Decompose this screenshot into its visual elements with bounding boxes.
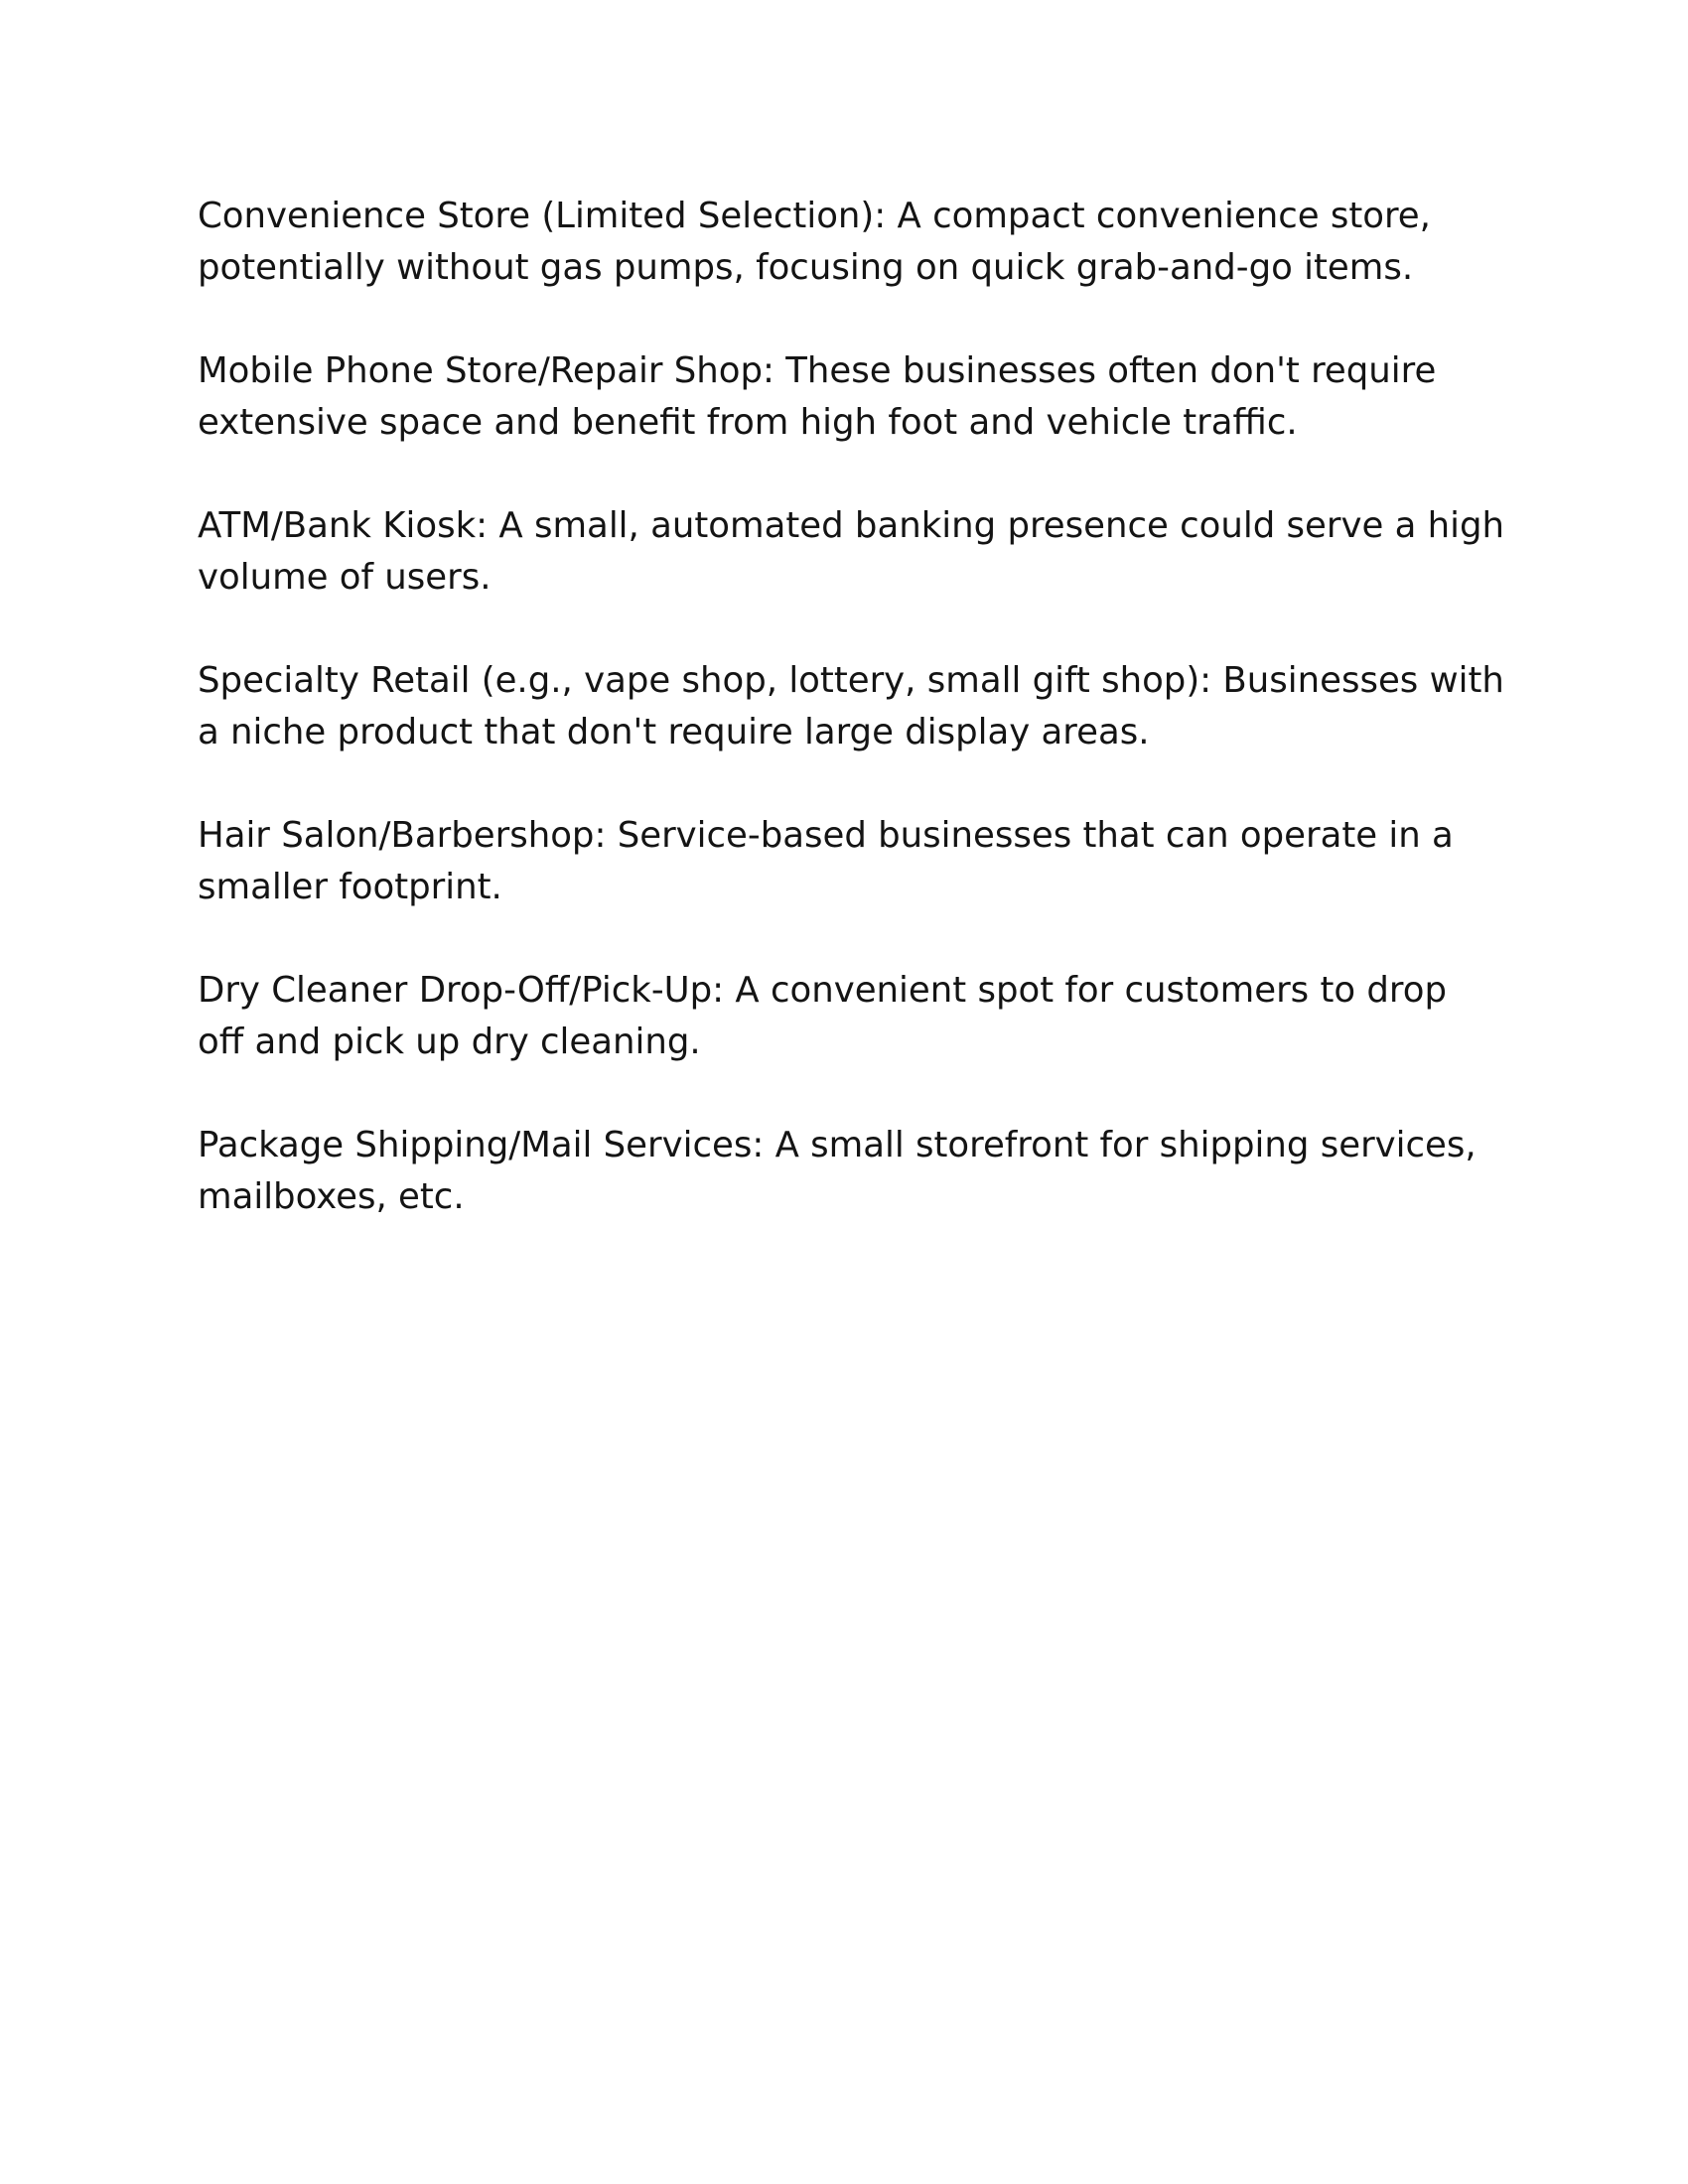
entry-line: Dry Cleaner Drop-Off/Pick-Up: A convenient spot for customers to drop <box>198 970 1447 1011</box>
business-entry-mobile-phone-store <box>198 345 1508 449</box>
document-page <box>198 191 1508 1275</box>
entry-line: Mobile Phone Store/Repair Shop: These businesses often don't require <box>198 350 1437 391</box>
business-entry-package-shipping <box>198 1120 1508 1223</box>
entry-line: Convenience Store (Limited Selection): A compact convenience store, <box>198 196 1431 236</box>
business-entry-atm-bank-kiosk <box>198 500 1508 604</box>
business-entry-dry-cleaner <box>198 965 1508 1068</box>
business-entry-convenience-store <box>198 191 1508 294</box>
entry-line: mailboxes, etc. <box>198 1176 465 1217</box>
entry-line: Hair Salon/Barbershop: Service-based businesses that can operate in a <box>198 815 1454 856</box>
entry-line: smaller footprint. <box>198 867 502 907</box>
business-entry-hair-salon <box>198 810 1508 913</box>
entry-line: potentially without gas pumps, focusing on quick grab-and-go items. <box>198 247 1414 288</box>
entry-line: Package Shipping/Mail Services: A small storefront for shipping services, <box>198 1125 1477 1165</box>
entry-line: extensive space and benefit from high foot and vehicle traffic. <box>198 402 1298 443</box>
entry-line: ATM/Bank Kiosk: A small, automated banking presence could serve a high <box>198 505 1505 546</box>
entry-line: a niche product that don't require large display areas. <box>198 712 1150 752</box>
entry-line: Specialty Retail (e.g., vape shop, lottery, small gift shop): Businesses with <box>198 660 1504 701</box>
entry-line: volume of users. <box>198 557 492 598</box>
entry-line: off and pick up dry cleaning. <box>198 1022 701 1062</box>
business-entry-specialty-retail <box>198 655 1508 758</box>
